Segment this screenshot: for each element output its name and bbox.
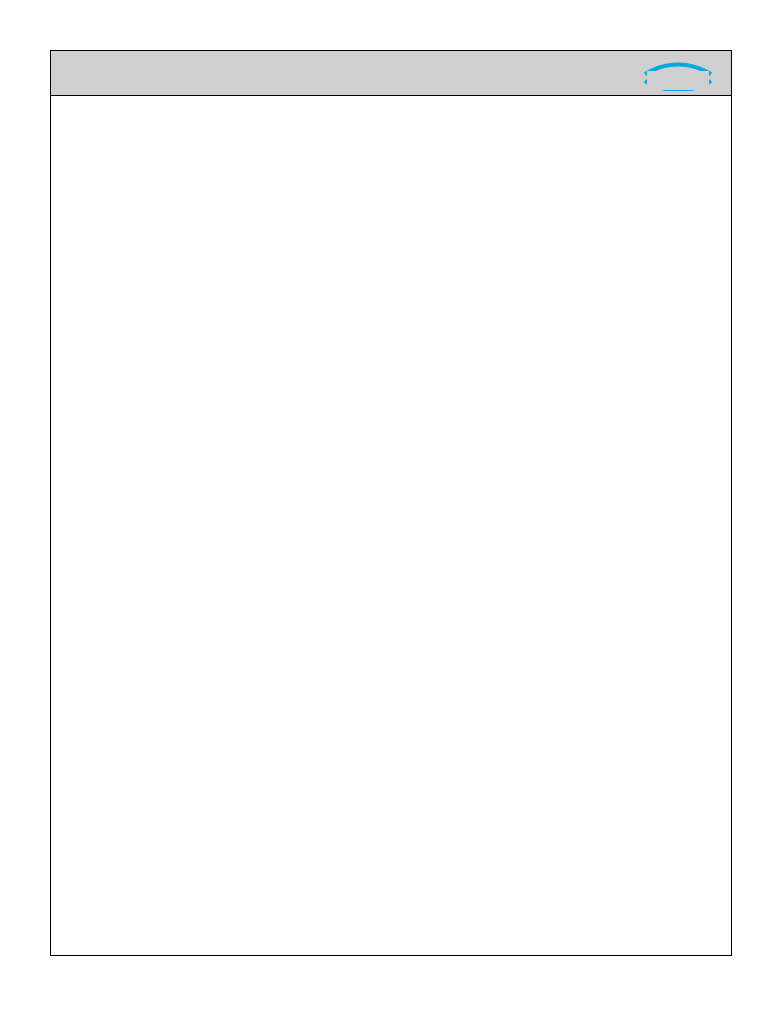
title-band (51, 51, 731, 96)
inspection-sheet (50, 50, 732, 956)
man-bw-logo (639, 61, 717, 91)
